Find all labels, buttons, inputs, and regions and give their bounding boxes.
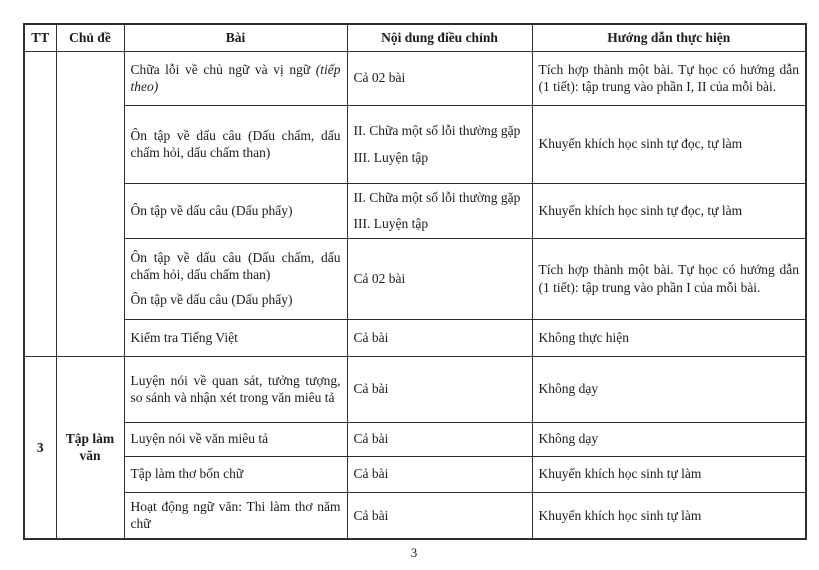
cell-chude-section1 bbox=[56, 51, 124, 356]
noi-dung-line: Cả 02 bài bbox=[353, 70, 406, 86]
table-row bbox=[24, 105, 806, 183]
cell-bai: Hoạt động ngữ văn: Thi làm thơ năm chữ bbox=[124, 492, 347, 539]
cell-bai: Tập làm thơ bốn chữ bbox=[124, 456, 347, 492]
cell-noi-dung bbox=[347, 492, 532, 539]
noi-dung-line: Cả bài bbox=[353, 431, 389, 447]
cell-huong-dan: Tích hợp thành một bài. Tự học có hướng dẫn (1 tiết): tập trung vào phần I, II của mỗi bài. bbox=[532, 51, 806, 105]
header-huong-dan: Hướng dẫn thực hiện bbox=[532, 24, 806, 51]
cell-huong-dan: Khuyến khích học sinh tự đọc, tự làm bbox=[532, 183, 806, 238]
noi-dung-line: III. Luyện tập bbox=[353, 149, 429, 165]
table-row bbox=[24, 356, 806, 422]
cell-noi-dung bbox=[347, 183, 532, 238]
cell-huong-dan: Khuyến khích học sinh tự làm bbox=[532, 492, 806, 539]
curriculum-adjustment-table bbox=[23, 23, 807, 540]
table-row bbox=[24, 492, 806, 539]
cell-huong-dan: Không dạy bbox=[532, 422, 806, 456]
header-tt: TT bbox=[24, 24, 56, 51]
noi-dung-line: II. Chữa một số lỗi thường gặp bbox=[353, 123, 521, 139]
cell-bai: Ôn tập về dấu câu (Dấu phẩy) bbox=[124, 183, 347, 238]
cell-bai bbox=[124, 51, 347, 105]
cell-bai: Luyện nói về quan sát, tưởng tượng, so sánh và nhận xét trong văn miêu tả bbox=[124, 356, 347, 422]
cell-bai: Kiểm tra Tiếng Việt bbox=[124, 319, 347, 356]
noi-dung-line: Cả bài bbox=[353, 329, 389, 345]
cell-huong-dan: Khuyến khích học sinh tự làm bbox=[532, 456, 806, 492]
cell-bai: Luyện nói về văn miêu tả bbox=[124, 422, 347, 456]
header-bai: Bài bbox=[124, 24, 347, 51]
table-row bbox=[24, 456, 806, 492]
cell-noi-dung bbox=[347, 105, 532, 183]
noi-dung-line: Cả bài bbox=[353, 381, 389, 397]
page-number: 3 bbox=[410, 545, 418, 560]
cell-noi-dung bbox=[347, 356, 532, 422]
table-header-row bbox=[24, 24, 806, 51]
table-row bbox=[24, 319, 806, 356]
noi-dung-line: Cả bài bbox=[353, 507, 389, 523]
table-row bbox=[24, 183, 806, 238]
bai-text-italic: (tiếp theo) bbox=[130, 61, 341, 94]
cell-huong-dan: Khuyến khích học sinh tự đọc, tự làm bbox=[532, 105, 806, 183]
noi-dung-line: II. Chữa một số lỗi thường gặp bbox=[353, 189, 521, 205]
table-row bbox=[24, 51, 806, 105]
bai-line: Ôn tập về dấu câu (Dấu phẩy) bbox=[130, 292, 293, 308]
cell-huong-dan: Không dạy bbox=[532, 356, 806, 422]
cell-bai bbox=[124, 238, 347, 319]
table-row bbox=[24, 238, 806, 319]
cell-noi-dung bbox=[347, 422, 532, 456]
noi-dung-line: Cả 02 bài bbox=[353, 270, 406, 286]
header-chu-de: Chủ đề bbox=[56, 24, 124, 51]
cell-bai: Ôn tập về dấu câu (Dấu chấm, dấu chấm hỏi, dấu chấm than) bbox=[124, 105, 347, 183]
cell-noi-dung bbox=[347, 51, 532, 105]
cell-tt-section1 bbox=[24, 51, 56, 356]
noi-dung-line: III. Luyện tập bbox=[353, 216, 429, 231]
cell-tt-section3: 3 bbox=[24, 356, 56, 539]
cell-huong-dan: Không thực hiện bbox=[532, 319, 806, 356]
cell-noi-dung bbox=[347, 456, 532, 492]
cell-noi-dung bbox=[347, 238, 532, 319]
cell-chude-section3: Tập làm văn bbox=[56, 356, 124, 539]
noi-dung-line: Cả bài bbox=[353, 466, 389, 482]
table-row bbox=[24, 422, 806, 456]
cell-huong-dan: Tích hợp thành một bài. Tự học có hướng dẫn (1 tiết): tập trung vào phần I của mỗi bài. bbox=[532, 238, 806, 319]
cell-noi-dung bbox=[347, 319, 532, 356]
bai-text: Chữa lỗi về chủ ngữ và vị ngữ bbox=[130, 61, 316, 77]
header-noi-dung: Nội dung điều chỉnh bbox=[347, 24, 532, 51]
bai-line: Ôn tập về dấu câu (Dấu chấm, dấu chấm hỏi, dấu chấm than) bbox=[130, 249, 341, 282]
